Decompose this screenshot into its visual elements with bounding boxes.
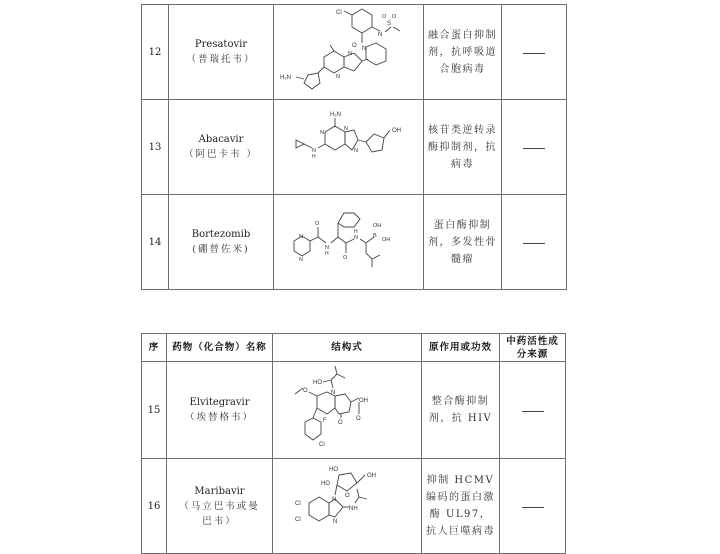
drug-name-cell: [169, 5, 274, 100]
drug-name-cell: [169, 100, 274, 195]
header-no: 序: [142, 334, 167, 362]
drug-name-cell: [167, 362, 273, 459]
structure-cell: [273, 459, 422, 554]
source-cell: [500, 362, 566, 459]
drug-name-cn: （马立巴韦或曼巴韦）: [179, 500, 260, 527]
svg-text:H₂N: H₂N: [330, 112, 341, 118]
svg-text:Cl: Cl: [295, 517, 301, 523]
presatovir-structure: [274, 5, 424, 95]
svg-text:Cl: Cl: [336, 10, 342, 16]
drug-table-1: [141, 4, 567, 290]
row-number: 16: [142, 459, 167, 554]
svg-text:N: N: [299, 257, 303, 263]
svg-text:Cl: Cl: [295, 501, 301, 507]
drug-name-en: Presatovir: [194, 39, 248, 50]
drug-name-cn: （阿巴卡韦 ）: [183, 149, 259, 160]
svg-text:O: O: [382, 14, 387, 20]
svg-text:N: N: [336, 74, 340, 80]
source-cell: [502, 5, 567, 100]
structure-cell: [274, 5, 424, 100]
svg-text:H: H: [325, 251, 329, 257]
effect-cell: 抑制 HCMV 编码的蛋白激酶 UL97，抗人巨噬病毒: [422, 459, 500, 554]
svg-text:N: N: [378, 32, 383, 38]
header-drug-name: 药物（化合物）名称: [167, 334, 273, 362]
svg-text:NH: NH: [349, 506, 358, 512]
drug-table-2: [141, 333, 566, 554]
abacavir-structure: [274, 100, 424, 190]
row-number: 12: [142, 5, 169, 100]
svg-text:OH: OH: [392, 128, 401, 134]
empty-dash: [523, 243, 545, 244]
empty-dash: [523, 53, 545, 54]
table-row: [142, 5, 567, 100]
svg-text:O: O: [345, 493, 350, 499]
structure-cell: [273, 362, 422, 459]
svg-text:OH: OH: [359, 398, 368, 404]
row-number: 13: [142, 100, 169, 195]
svg-text:N: N: [320, 130, 324, 136]
svg-text:OH: OH: [373, 223, 382, 229]
svg-text:O: O: [392, 14, 397, 20]
maribavir-structure: [273, 459, 422, 549]
svg-text:B: B: [373, 233, 377, 239]
svg-text:N: N: [344, 126, 348, 132]
svg-text:O: O: [303, 388, 308, 394]
header-effect: 原作用或功效: [422, 334, 500, 362]
drug-name-cell: [167, 459, 273, 554]
svg-text:F: F: [323, 418, 327, 424]
table-row: [142, 459, 566, 554]
svg-text:O: O: [315, 221, 320, 227]
empty-dash: [522, 411, 544, 412]
svg-text:N: N: [312, 148, 316, 154]
svg-text:HO: HO: [313, 380, 322, 386]
svg-text:O: O: [338, 420, 343, 426]
svg-text:OH: OH: [382, 237, 391, 243]
svg-text:N: N: [354, 148, 358, 154]
drug-name-cn: （埃替格韦）: [184, 412, 254, 423]
svg-text:N: N: [348, 51, 352, 57]
svg-text:Cl: Cl: [319, 442, 325, 448]
svg-text:O: O: [343, 255, 348, 261]
header-structure: 结构式: [273, 334, 422, 362]
svg-text:N: N: [299, 234, 303, 240]
effect-cell: 核苷类逆转录酶抑制剂，抗病毒: [424, 100, 502, 195]
svg-text:H₂N: H₂N: [280, 75, 291, 81]
svg-text:O: O: [356, 416, 361, 422]
row-number: 15: [142, 362, 167, 459]
svg-text:HO: HO: [321, 481, 330, 487]
svg-text:OH: OH: [367, 473, 376, 479]
header-source: 中药活性成分来源: [500, 334, 566, 362]
effect-cell: 蛋白酶抑制剂，多发性骨髓瘤: [424, 195, 502, 290]
source-cell: [500, 459, 566, 554]
svg-text:N: N: [333, 519, 338, 525]
drug-name-cn: （普瑞托韦）: [186, 54, 256, 65]
svg-text:N: N: [331, 390, 336, 396]
row-number: 14: [142, 195, 169, 290]
source-cell: [502, 100, 567, 195]
empty-dash: [522, 507, 544, 508]
svg-text:N: N: [354, 235, 358, 241]
effect-cell: 融合蛋白抑制剂，抗呼吸道合胞病毒: [424, 5, 502, 100]
svg-text:S: S: [387, 21, 392, 27]
table-header-row: [142, 334, 566, 362]
svg-text:N: N: [325, 245, 329, 251]
svg-text:HO: HO: [329, 467, 338, 473]
table-row: [142, 362, 566, 459]
svg-text:N: N: [332, 497, 337, 503]
empty-dash: [523, 148, 545, 149]
elvitegravir-structure: [273, 362, 422, 454]
svg-text:H: H: [312, 154, 316, 160]
drug-name-en: Bortezomib: [191, 229, 251, 240]
table-row: [142, 100, 567, 195]
drug-name-cell: [169, 195, 274, 290]
svg-text:O: O: [352, 43, 357, 49]
structure-cell: [274, 100, 424, 195]
drug-name-en: Maribavir: [194, 485, 245, 497]
effect-cell: 整合酶抑制剂，抗 HIV: [422, 362, 500, 459]
drug-name-en: Abacavir: [198, 134, 244, 145]
structure-cell: [274, 195, 424, 290]
drug-name-en: Elvitegravir: [189, 397, 250, 408]
svg-text:H: H: [354, 229, 358, 235]
drug-name-cn: (硼替佐米): [192, 244, 250, 255]
svg-text:N: N: [362, 46, 367, 52]
table-row: [142, 195, 567, 290]
source-cell: [502, 195, 567, 290]
bortezomib-structure: [274, 195, 424, 285]
